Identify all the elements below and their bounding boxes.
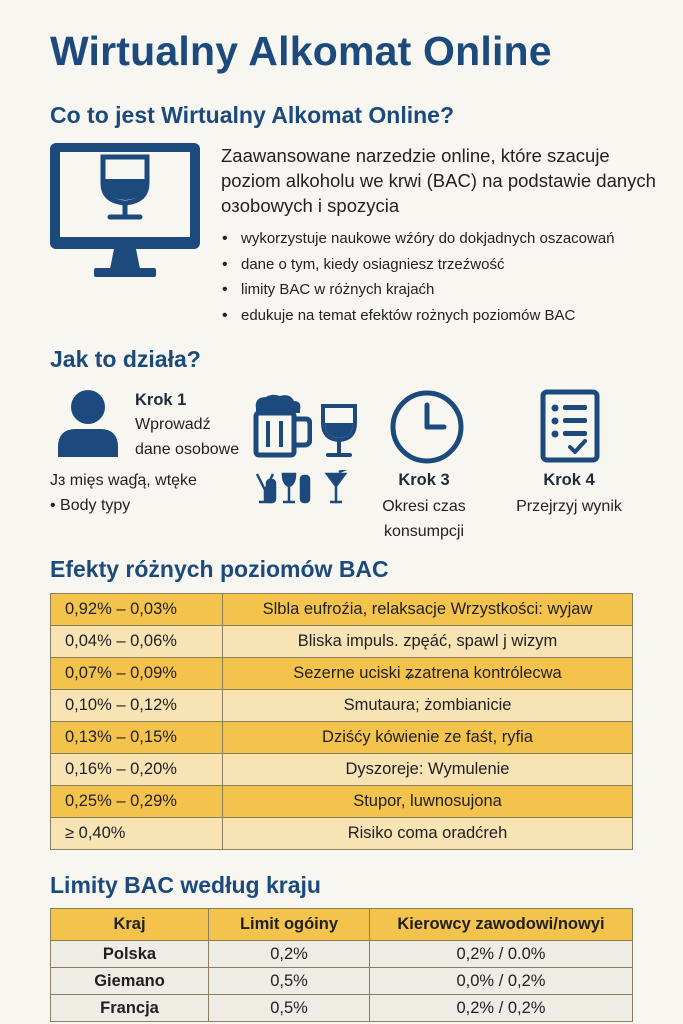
professional-limit-cell: 0,2% / 0,2% bbox=[370, 995, 633, 1022]
bac-range: 0,25% – 0,29% bbox=[51, 786, 223, 818]
bac-range: 0,10% – 0,12% bbox=[51, 690, 223, 722]
step2-caption-line2: • Body typy bbox=[50, 497, 131, 514]
bac-range: 0,13% – 0,15% bbox=[51, 722, 223, 754]
bac-range: 0,04% – 0,06% bbox=[51, 626, 223, 658]
table-row bbox=[51, 941, 633, 968]
bac-limits-table bbox=[50, 908, 633, 1022]
effects-heading: Efekty różnych poziomów BAC bbox=[50, 556, 389, 582]
table-row bbox=[51, 968, 633, 995]
limits-heading: Limity BAC według kraju bbox=[50, 872, 321, 898]
bac-range: ≥ 0,40% bbox=[51, 818, 223, 850]
bac-range: 0,16% – 0,20% bbox=[51, 754, 223, 786]
bac-effects-table bbox=[50, 593, 633, 850]
table-row bbox=[51, 690, 633, 722]
step1-title: Krok 1 bbox=[135, 391, 187, 409]
table-row bbox=[51, 594, 633, 626]
beer-mug-icon bbox=[250, 393, 312, 459]
professional-limit-cell: 0,2% / 0.0% bbox=[370, 941, 633, 968]
list-item: • limity BAC w różnych krajaćh bbox=[222, 277, 615, 303]
bac-effect: Smutaura; żombianicie bbox=[223, 690, 633, 722]
table-row bbox=[51, 786, 633, 818]
table-header-row bbox=[51, 909, 633, 941]
bac-effect: Sezerne uciski ʑzatrena kontrólecwa bbox=[223, 658, 633, 690]
list-item: • wykorzystuje naukowe wźóry do dokjadnych oszacowań bbox=[222, 226, 615, 252]
feature-list bbox=[222, 226, 615, 328]
list-item: • dane o tym, kiedy osiagniesz trzeźwość bbox=[222, 252, 615, 278]
bac-effect: Risiko coma oradćreh bbox=[223, 818, 633, 850]
page-title: Wirtualny Alkomat Online bbox=[50, 28, 552, 74]
step3-title: Krok 3 bbox=[398, 471, 450, 489]
bac-effect: Dziśćy kówienie ze faśt, ryfia bbox=[223, 722, 633, 754]
step4-line1: Przejrzyj wynik bbox=[516, 498, 622, 515]
drinks-icon bbox=[253, 470, 355, 506]
column-header: Kierowcy zawodowi/nowyi bbox=[370, 909, 633, 941]
table-row bbox=[51, 722, 633, 754]
limit-cell: 0,5% bbox=[209, 995, 370, 1022]
wine-glass-icon bbox=[320, 403, 358, 459]
bac-effect: Stupor, luwnosujona bbox=[223, 786, 633, 818]
table-row bbox=[51, 995, 633, 1022]
column-header: Kraj bbox=[51, 909, 209, 941]
country-cell: Francja bbox=[51, 995, 209, 1022]
step3-line1: Okresi czas bbox=[382, 498, 466, 515]
professional-limit-cell: 0,0% / 0,2% bbox=[370, 968, 633, 995]
step4-title: Krok 4 bbox=[543, 471, 595, 489]
bac-effect: Slbla eufroźia, relaksacje Wrzystkości: wyjaw bbox=[223, 594, 633, 626]
bac-range: 0,07% – 0,09% bbox=[51, 658, 223, 690]
table-row bbox=[51, 818, 633, 850]
limit-cell: 0,5% bbox=[209, 968, 370, 995]
monitor-wine-glass-icon bbox=[50, 143, 200, 279]
bac-range: 0,92% – 0,03% bbox=[51, 594, 223, 626]
bac-effect: Dyszoreje: Wymulenie bbox=[223, 754, 633, 786]
country-cell: Polska bbox=[51, 941, 209, 968]
step3-line2: konsumpcji bbox=[383, 523, 465, 540]
column-header: Limit ogóiny bbox=[209, 909, 370, 941]
step1-line2: dane osobowe bbox=[135, 441, 240, 458]
how-heading: Jak to działa? bbox=[50, 346, 201, 372]
table-row bbox=[51, 658, 633, 690]
checklist-icon bbox=[540, 389, 600, 463]
country-cell: Giemano bbox=[51, 968, 209, 995]
person-icon bbox=[58, 389, 118, 459]
clock-icon bbox=[389, 389, 465, 465]
table-row bbox=[51, 626, 633, 658]
step2-caption-line1: Jɜ mięs waɠą, wtęke bbox=[50, 472, 197, 489]
limit-cell: 0,2% bbox=[209, 941, 370, 968]
bac-effect: Bliska impuls. zpęáć, spawl j wizym bbox=[223, 626, 633, 658]
list-item: • edukuje na temat efektów rożnych poziomów BAC bbox=[222, 303, 615, 329]
intro-description: Zaawansowane narzedzie online, które szacuje poziom alkoholu we krwi (BAC) na podstawie danych oзobowych i spozycia bbox=[221, 145, 656, 216]
intro-heading: Co to jest Wirtualny Alkomat Online? bbox=[50, 102, 455, 128]
step1-line1: Wprowadź bbox=[135, 416, 211, 433]
table-row bbox=[51, 754, 633, 786]
